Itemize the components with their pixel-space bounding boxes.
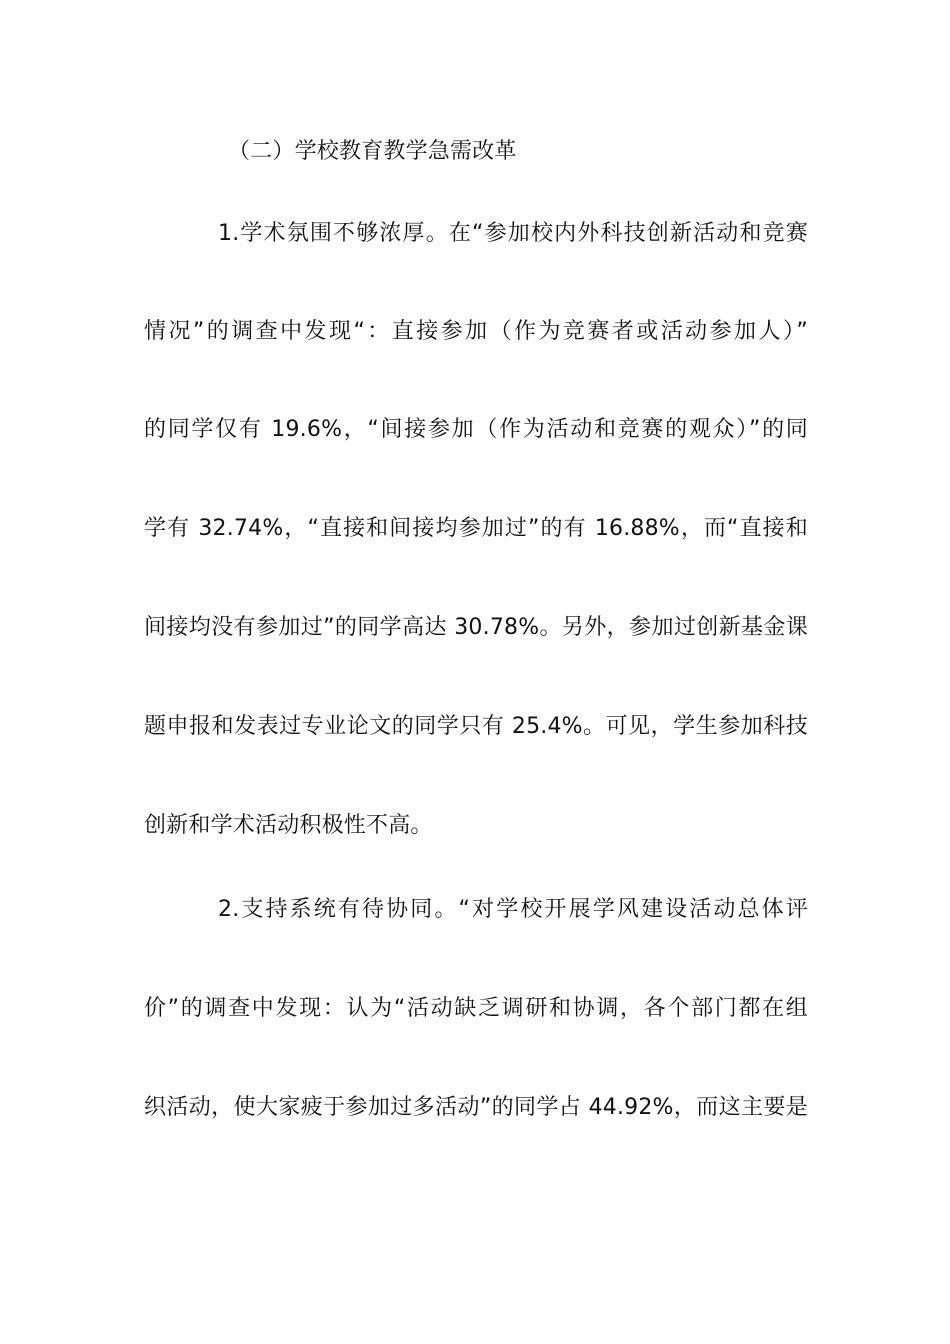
section-heading: （二）学校教育教学急需改革 (228, 139, 517, 164)
paragraph-line: 织活动，使大家疲于参加过多活动”的同学占 44.92%，而这主要是 (144, 1095, 808, 1120)
paragraph-line: 1.学术氛围不够浓厚。在“参加校内外科技创新活动和竞赛 (218, 221, 808, 246)
paragraph-line: 学有 32.74%，“直接和间接均参加过”的有 16.88%，而“直接和 (144, 516, 808, 541)
paragraph-line: 创新和学术活动积极性不高。 (144, 813, 433, 838)
paragraph-line: 情况”的调查中发现“：直接参加（作为竞赛者或活动参加人）” (144, 319, 808, 344)
paragraph-line: 间接均没有参加过”的同学高达 30.78%。另外，参加过创新基金课 (144, 615, 808, 640)
paragraph-line: 价”的调查中发现：认为“活动缺乏调研和协调，各个部门都在组 (144, 996, 808, 1021)
paragraph-line: 的同学仅有 19.6%，“间接参加（作为活动和竞赛的观众）”的同 (144, 417, 808, 442)
paragraph-line: 2.支持系统有待协同。“对学校开展学风建设活动总体评 (218, 897, 808, 922)
paragraph-line: 题申报和发表过专业论文的同学只有 25.4%。可见，学生参加科技 (144, 714, 808, 739)
